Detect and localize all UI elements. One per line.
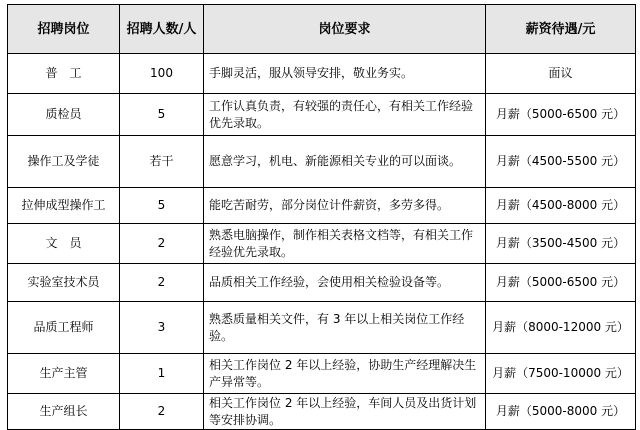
cell-count: 100: [120, 54, 204, 94]
table-row: [8, 188, 636, 224]
header-requirement: 岗位要求: [204, 5, 486, 54]
table-row: [8, 394, 636, 430]
cell-position: 品质工程师: [8, 302, 120, 354]
recruitment-table: [7, 4, 636, 430]
cell-position: 操作工及学徒: [8, 136, 120, 188]
header-position: 招聘岗位: [8, 5, 120, 54]
cell-position: 拉伸成型操作工: [8, 188, 120, 224]
cell-requirement: 愿意学习，机电、新能源相关专业的可以面谈。: [204, 136, 486, 188]
cell-salary: 月薪（4500-8000 元）: [486, 188, 636, 224]
cell-position: 生产组长: [8, 394, 120, 430]
cell-requirement: 能吃苦耐劳，部分岗位计件薪资，多劳多得。: [204, 188, 486, 224]
header-count: 招聘人数/人: [120, 5, 204, 54]
header-salary: 薪资待遇/元: [486, 5, 636, 54]
cell-count: 2: [120, 394, 204, 430]
cell-salary: 月薪（5000-8000 元）: [486, 394, 636, 430]
cell-position: 文 员: [8, 224, 120, 264]
cell-count: 1: [120, 354, 204, 394]
cell-salary: 月薪（8000-12000 元）: [486, 302, 636, 354]
cell-requirement: 相关工作岗位 2 年以上经验，协助生产经理解决生产异常等。: [204, 354, 486, 394]
cell-salary: 月薪（5000-6500 元）: [486, 264, 636, 302]
cell-position: 普 工: [8, 54, 120, 94]
cell-count: 2: [120, 224, 204, 264]
table-row: [8, 94, 636, 136]
cell-salary: 面议: [486, 54, 636, 94]
table-row: [8, 54, 636, 94]
table-row: [8, 302, 636, 354]
table-header-row: [8, 5, 636, 54]
cell-requirement: 熟悉质量相关文件，有 3 年以上相关岗位工作经验。: [204, 302, 486, 354]
cell-requirement: 相关工作岗位 2 年以上经验，车间人员及出货计划等安排协调。: [204, 394, 486, 430]
cell-position: 生产主管: [8, 354, 120, 394]
cell-salary: 月薪（5000-6500 元）: [486, 94, 636, 136]
cell-requirement: 熟悉电脑操作，制作相关表格文档等，有相关工作经验优先录取。: [204, 224, 486, 264]
cell-salary: 月薪（7500-10000 元）: [486, 354, 636, 394]
cell-count: 若干: [120, 136, 204, 188]
table-row: [8, 354, 636, 394]
cell-position: 质检员: [8, 94, 120, 136]
cell-requirement: 工作认真负责，有较强的责任心，有相关工作经验优先录取。: [204, 94, 486, 136]
cell-count: 3: [120, 302, 204, 354]
cell-salary: 月薪（4500-5500 元）: [486, 136, 636, 188]
cell-requirement: 手脚灵活，服从领导安排，敬业务实。: [204, 54, 486, 94]
table-row: [8, 136, 636, 188]
cell-count: 2: [120, 264, 204, 302]
table-row: [8, 224, 636, 264]
table-row: [8, 264, 636, 302]
cell-count: 5: [120, 188, 204, 224]
cell-position: 实验室技术员: [8, 264, 120, 302]
cell-requirement: 品质相关工作经验，会使用相关检验设备等。: [204, 264, 486, 302]
cell-salary: 月薪（3500-4500 元）: [486, 224, 636, 264]
cell-count: 5: [120, 94, 204, 136]
